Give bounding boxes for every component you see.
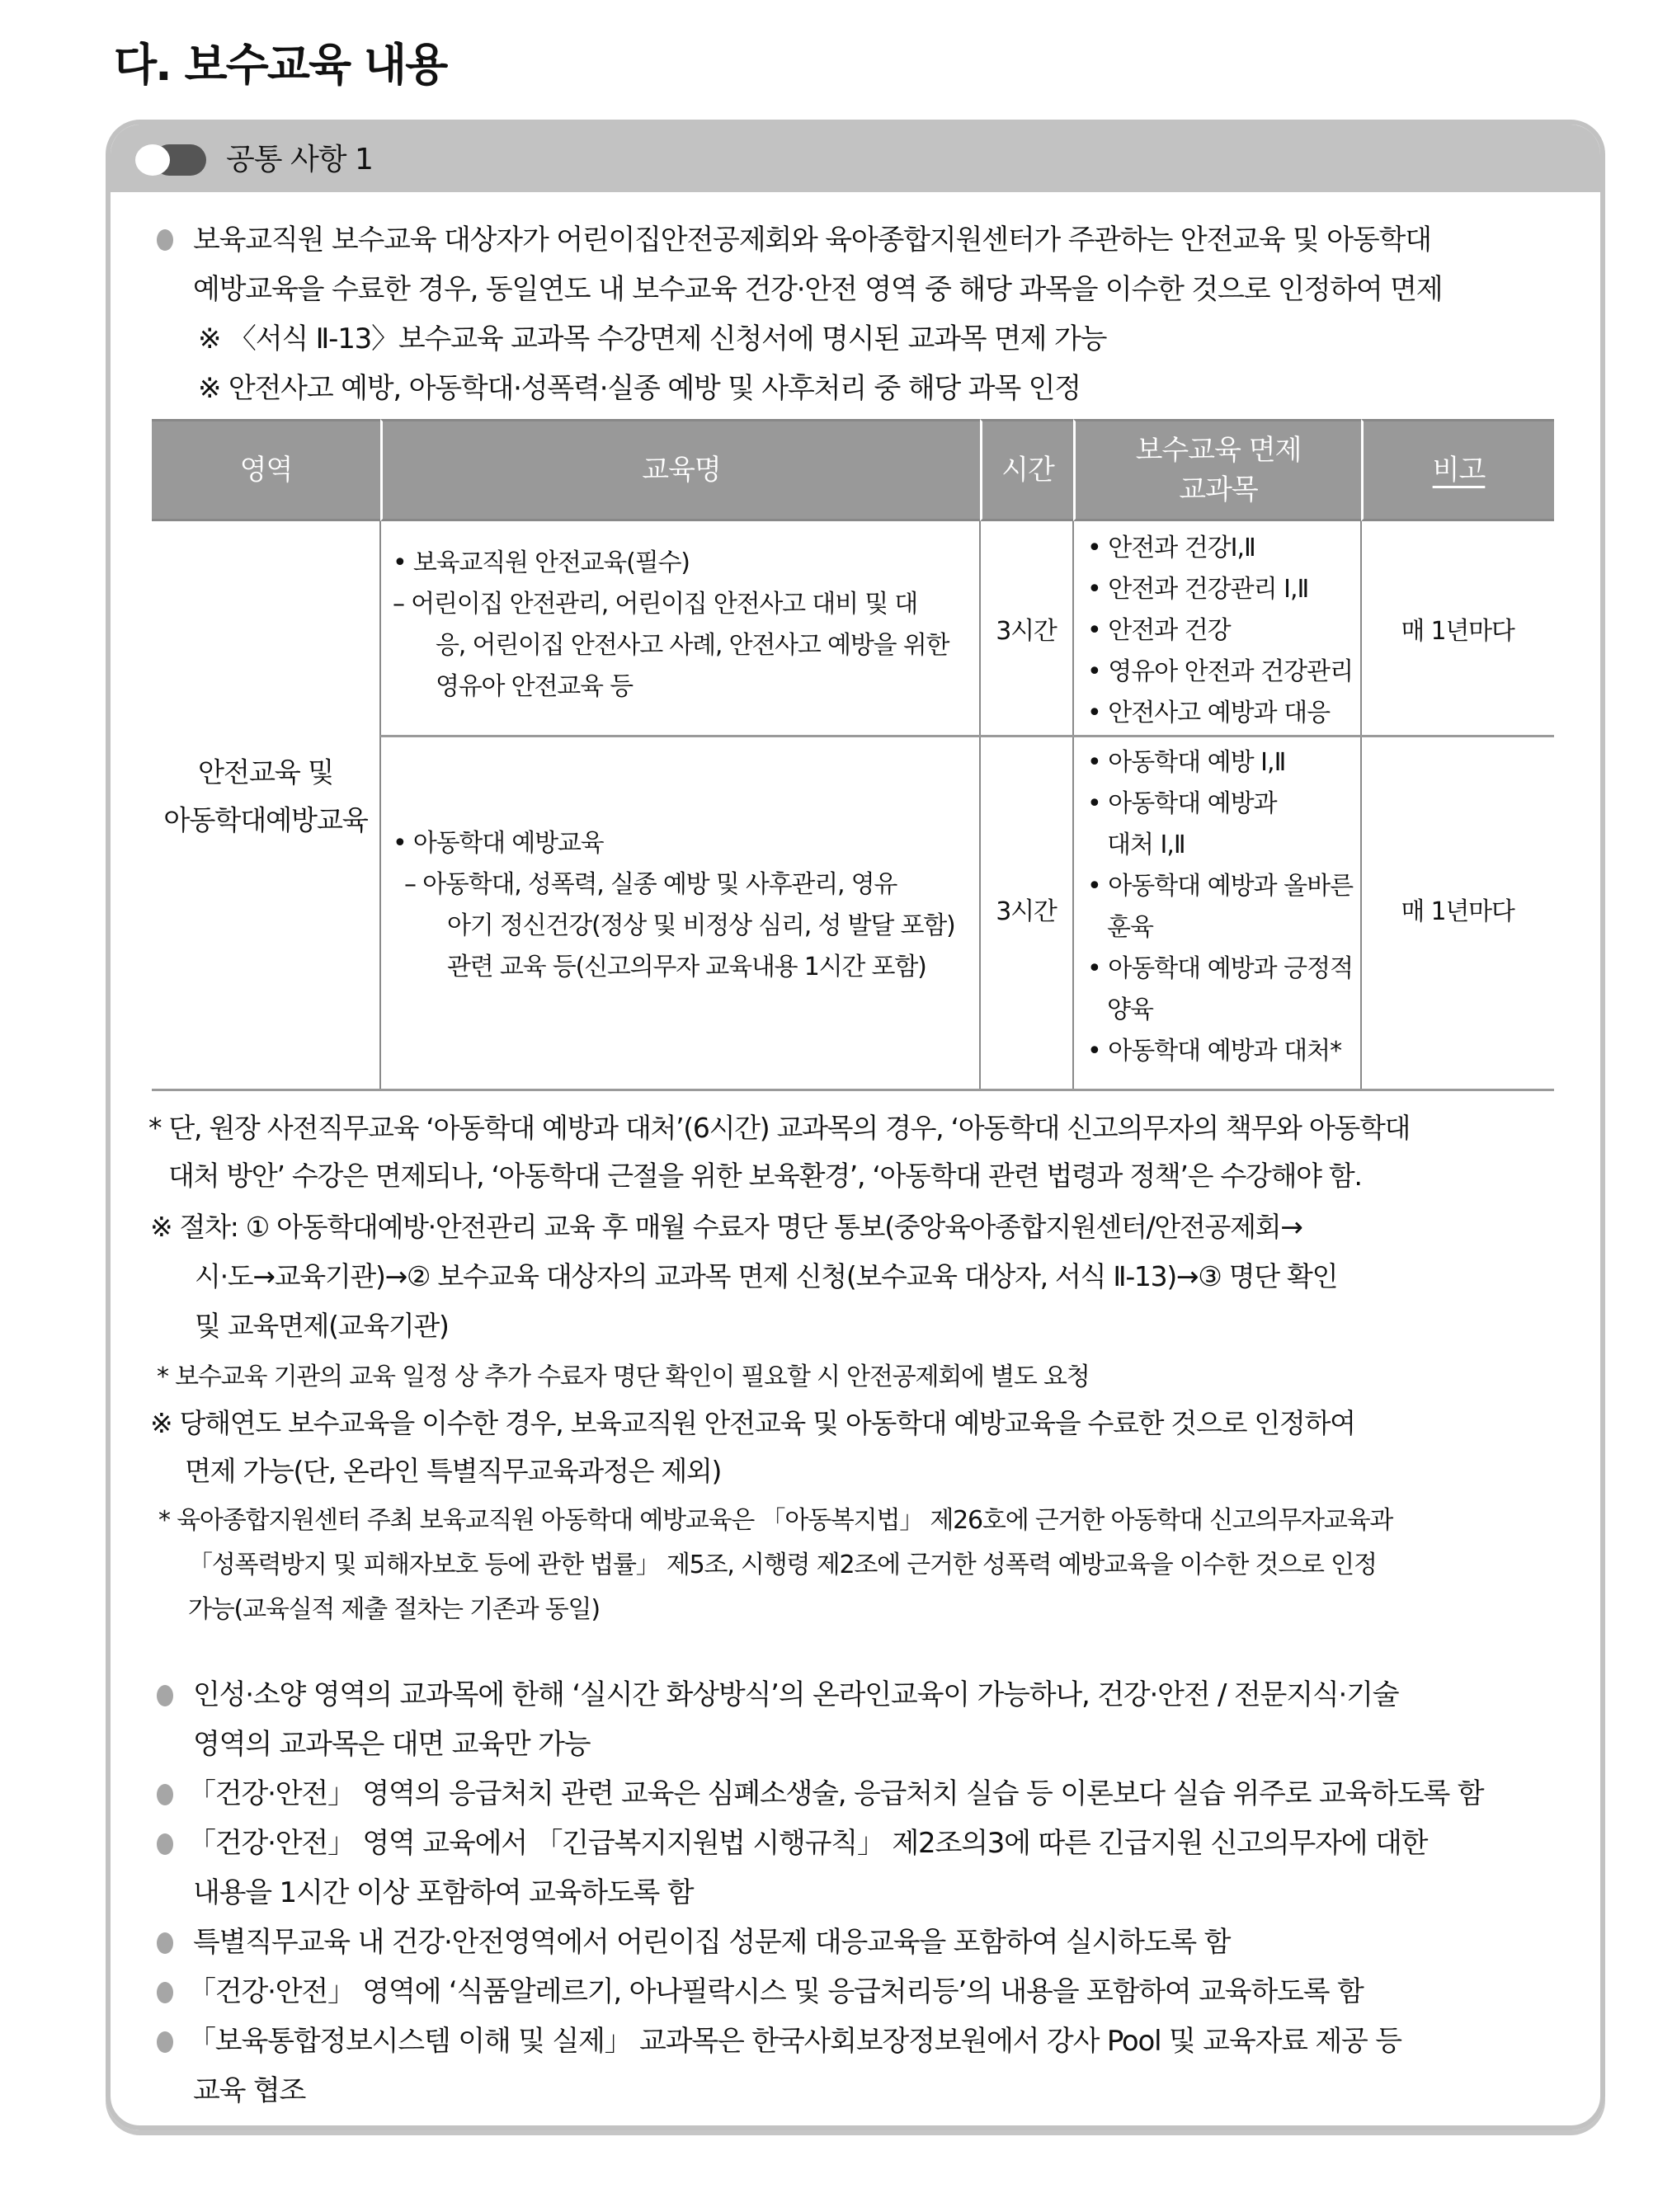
course-detail: 영유아 안전교육 등 (436, 672, 633, 701)
header-name-label: 교육명 (642, 454, 721, 487)
header-remark-label: 비고 (1432, 454, 1486, 487)
bullet-text: 「건강·안전」 영역 교육에서 「긴급복지지원법 시행규칙」 제2조의3에 따른 긴급지원 신고의무자에 대한 (188, 1827, 1428, 1860)
header-exempt-line1: 보수교육 면제 (1135, 434, 1302, 467)
course-detail: 아기 정신건강(정상 및 비정상 심리, 성 발달 포함) (447, 911, 955, 940)
row1-remark: 매 1년마다 (1401, 617, 1514, 646)
subject-item: • 아동학대 예방 Ⅰ,Ⅱ (1087, 748, 1286, 777)
course-title: • 아동학대 예방교육 (393, 829, 604, 858)
course-detail: 응, 어린이집 안전사고 사례, 안전사고 예방을 위한 (436, 631, 949, 660)
box-header (111, 125, 1600, 192)
area-cell (152, 749, 379, 845)
header-area (152, 419, 380, 521)
footnote-director: 대처 방안’ 수강은 면제되나, ‘아동학대 근절을 위한 보육환경’, ‘아동학대 관련 법령과 정책’은 수강해야 함. (168, 1160, 1362, 1192)
subject-item-cont: 대처 Ⅰ,Ⅱ (1107, 831, 1185, 859)
box-title: 공통 사항 1 (226, 143, 373, 176)
subject-item-cont: 양육 (1107, 995, 1153, 1024)
subject-item: • 아동학대 예방과 올바른 (1087, 872, 1354, 901)
intro-note: ※ 〈서식 Ⅱ-13〉보수교육 교과목 수강면제 신청서에 명시된 교과목 면제 가능 (198, 322, 1107, 355)
row2-time: 3시간 (996, 897, 1057, 926)
footnote-director: * 단, 원장 사전직무교육 ‘아동학대 예방과 대처’(6시간) 교과목의 경우, ‘아동학대 신고의무자의 책무와 아동학대 (148, 1112, 1411, 1144)
bullet-text: 「건강·안전」 영역의 응급처치 관련 교육은 심폐소생술, 응급처치 실습 등 이론보다 실습 위주로 교육하도록 함 (188, 1777, 1484, 1810)
footnote-center: * 육아종합지원센터 주최 보육교직원 아동학대 예방교육은 「아동복지법」 제26호에 근거한 아동학대 신고의무자교육과 (158, 1506, 1393, 1535)
header-exempt (1073, 419, 1361, 521)
course-title: • 보육교직원 안전교육(필수) (393, 548, 690, 577)
subject-item: • 안전과 건강 (1087, 616, 1231, 645)
subject-item-cont: 훈육 (1107, 913, 1153, 942)
subject-item: • 영유아 안전과 건강관리 (1087, 657, 1354, 686)
area-line: 안전교육 및 (198, 756, 333, 788)
bullet-icon (157, 1685, 173, 1706)
footnote-request: * 보수교육 기관의 교육 일정 상 추가 수료자 명단 확인이 필요할 시 안전공제회에 별도 요청 (157, 1362, 1090, 1391)
col-divider (1360, 521, 1362, 1090)
row1-time: 3시간 (996, 617, 1057, 646)
footnote-procedure: ※ 절차: ① 아동학대예방·안전관리 교육 후 매월 수료자 명단 통보(중앙육아종합지원센터/안전공제회→ (150, 1211, 1302, 1243)
intro-line: 보육교직원 보수교육 대상자가 어린이집안전공제회와 육아종합지원센터가 주관하는 안전교육 및 아동학대 (193, 224, 1431, 256)
footnote-center: 「성폭력방지 및 피해자보호 등에 관한 법률」 제5조, 시행령 제2조에 근거한 성폭력 예방교육을 이수한 것으로 인정 (188, 1551, 1377, 1579)
bullet-text: 「건강·안전」 영역에 ‘식품알레르기, 아나필락시스 및 응급처리등’의 내용을 포함하여 교육하도록 함 (188, 1975, 1364, 2008)
subject-item: • 안전과 건강관리 Ⅰ,Ⅱ (1087, 575, 1309, 604)
footnote-procedure: 및 교육면제(교육기관) (195, 1310, 449, 1342)
row1-subjects (1087, 528, 1353, 734)
intro-note: ※ 안전사고 예방, 아동학대·성폭력·실종 예방 및 사후처리 중 해당 과목 인정 (198, 372, 1081, 405)
header-time-label: 시간 (1001, 454, 1054, 487)
row-divider (380, 735, 1554, 737)
bullet-icon (157, 1784, 173, 1805)
header-exempt-line2: 교과목 (1179, 473, 1258, 506)
bullet-icon (157, 1982, 173, 2003)
page-title: 다. 보수교육 내용 (114, 39, 447, 91)
row2-remark: 매 1년마다 (1401, 897, 1514, 926)
subject-item: • 아동학대 예방과 긍정적 (1087, 954, 1354, 983)
footnote-same-year: ※ 당해연도 보수교육을 이수한 경우, 보육교직원 안전교육 및 아동학대 예방교육을 수료한 것으로 인정하여 (150, 1407, 1355, 1439)
subject-item: • 아동학대 예방과 (1087, 789, 1277, 818)
subject-item: • 아동학대 예방과 대처* (1087, 1037, 1342, 1066)
header-time (980, 419, 1073, 521)
table-bottom-border (152, 1089, 1554, 1091)
bullet-icon (157, 1932, 173, 1954)
col-divider (979, 521, 981, 1090)
toggle-pill-icon (135, 144, 206, 176)
row1-name-cell (393, 543, 949, 708)
bullet-text: 인성·소양 영역의 교과목에 한해 ‘실시간 화상방식’의 온라인교육이 가능하나, 건강·안전 / 전문지식·기술 (193, 1678, 1399, 1711)
course-detail: – 어린이집 안전관리, 어린이집 안전사고 대비 및 대 (393, 590, 918, 619)
row2-name-cell (393, 823, 955, 988)
footnote-procedure: 시·도→교육기관)→② 보수교육 대상자의 교과목 면제 신청(보수교육 대상자, 서식 Ⅱ-13)→③ 명단 확인 (195, 1260, 1338, 1292)
header-remark (1361, 419, 1554, 521)
header-name (380, 419, 980, 521)
bullet-icon (157, 229, 173, 251)
col-divider (1072, 521, 1074, 1090)
bullet-text: 교육 협조 (193, 2074, 306, 2107)
course-detail: – 아동학대, 성폭력, 실종 예방 및 사후관리, 영유 (404, 870, 897, 899)
subject-item: • 안전사고 예방과 대응 (1087, 699, 1331, 727)
subject-item: • 안전과 건강Ⅰ,Ⅱ (1087, 534, 1255, 562)
intro-line: 예방교육을 수료한 경우, 동일연도 내 보수교육 건강·안전 영역 중 해당 과목을 이수한 것으로 인정하여 면제 (193, 273, 1443, 306)
bullet-text: 영역의 교과목은 대면 교육만 가능 (193, 1728, 591, 1761)
col-divider (379, 521, 381, 1090)
footnote-center: 가능(교육실적 제출 절차는 기존과 동일) (188, 1595, 600, 1624)
bullet-icon (157, 2031, 173, 2053)
bullet-text: 「보육통합정보시스템 이해 및 실제」 교과목은 한국사회보장정보원에서 강사 Pool 및 교육자료 제공 등 (188, 2025, 1401, 2058)
row2-subjects (1087, 742, 1353, 1072)
area-line: 아동학대예방교육 (163, 804, 368, 836)
bullet-text: 특별직무교육 내 건강·안전영역에서 어린이집 성문제 대응교육을 포함하여 실시하도록 함 (193, 1926, 1231, 1959)
bullet-icon (157, 1833, 173, 1855)
footnote-same-year: 면제 가능(단, 온라인 특별직무교육과정은 제외) (185, 1455, 722, 1487)
header-area-label: 영역 (239, 454, 293, 487)
bullet-text: 내용을 1시간 이상 포함하여 교육하도록 함 (193, 1876, 694, 1909)
course-detail: 관련 교육 등(신고의무자 교육내용 1시간 포함) (447, 953, 926, 981)
